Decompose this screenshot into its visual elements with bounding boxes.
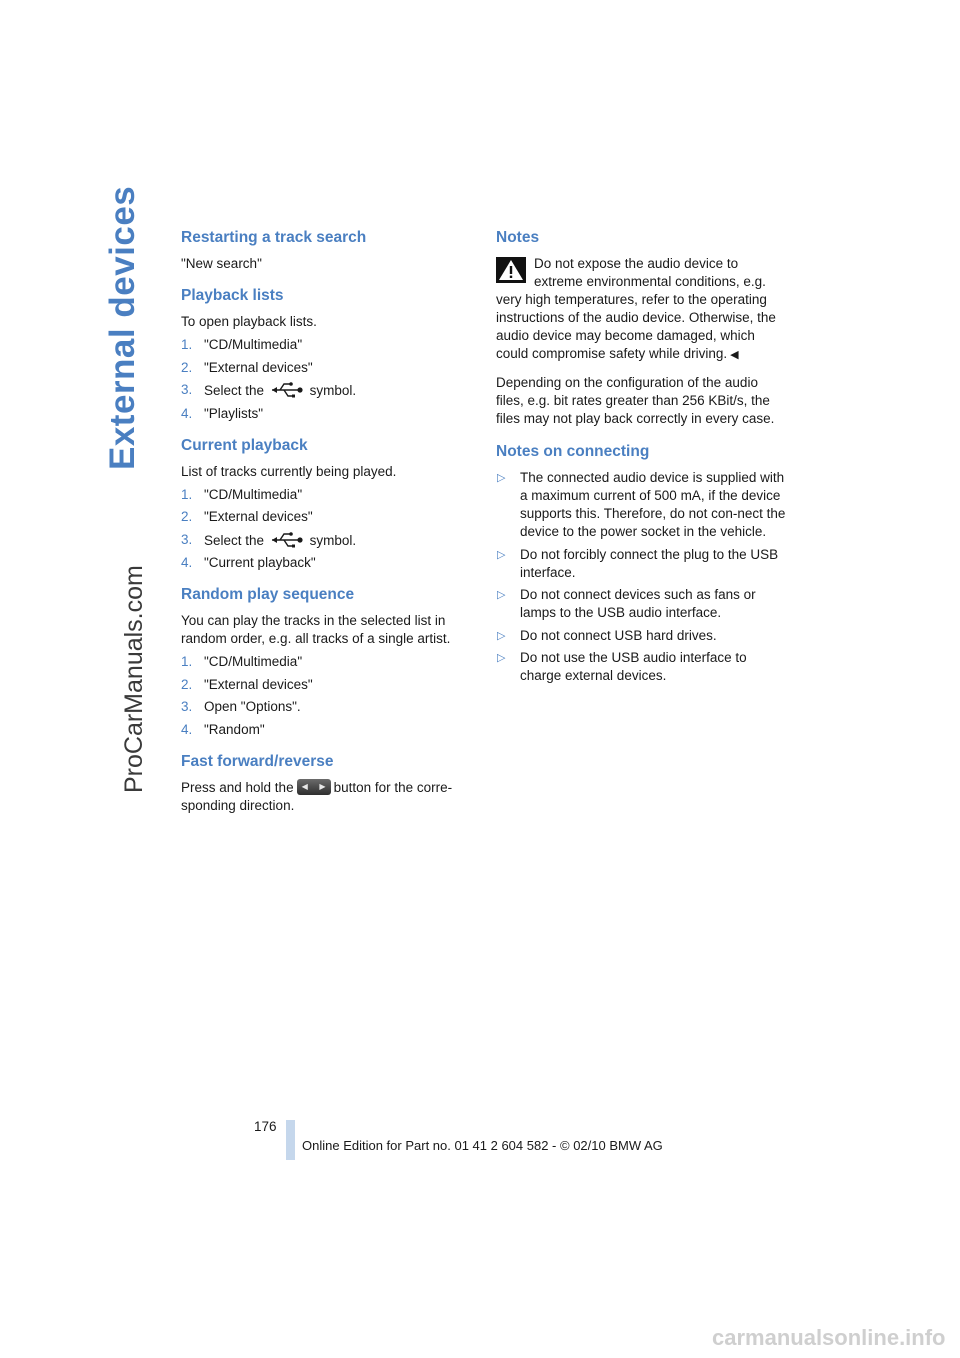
list-item-text: Do not connect devices such as fans or lamps to the USB audio interface.: [520, 587, 756, 620]
section-current-playback: [181, 436, 471, 573]
chapter-title: [103, 185, 153, 470]
bullet-icon: ▷: [497, 472, 506, 484]
warning-block: [496, 255, 786, 364]
section-connecting: [496, 442, 786, 685]
site-watermark: carmanualsonline.info: [712, 1325, 946, 1350]
random-intro: You can play the tracks in the selected list in random order, e.g. all tracks of a single artist.: [181, 613, 451, 646]
edition-text: Online Edition for Part no. 01 41 2 604 582 - © 02/10 BMW AG: [302, 1138, 663, 1153]
step-text: "CD/Multimedia": [204, 337, 303, 352]
page-number: 176: [254, 1119, 277, 1134]
playback-lists-intro: To open playback lists.: [181, 314, 317, 329]
step: [181, 554, 471, 572]
step-text: "CD/Multimedia": [204, 486, 303, 502]
step-text-suffix: symbol.: [309, 383, 357, 398]
step: [181, 486, 471, 504]
notes-text2: Depending on the configuration of the audio files, e.g. bit rates greater than 256 KBit/s, the files may not play back correctly in every case.: [496, 375, 775, 426]
step: [181, 676, 471, 694]
step-number: 1.: [181, 486, 193, 502]
list-item-text: Do not use the USB audio interface to charge external devices.: [520, 650, 747, 683]
step-number: 3.: [181, 699, 193, 714]
step: [181, 405, 471, 423]
warning-text: [496, 255, 786, 364]
step-number: 3.: [181, 382, 193, 397]
seek-button-icon: ◀ ▶: [297, 779, 331, 795]
section-playback-lists: [181, 286, 471, 423]
heading-current-playback: Current playback: [181, 436, 308, 454]
side-watermark-text: ProCarManuals.com: [120, 565, 148, 793]
fast-forward-text-post: button for the corre-sponding direction.: [181, 779, 453, 813]
list-item-text: Do not forcibly connect the plug to the USB interface.: [520, 546, 779, 580]
right-column: [496, 228, 786, 698]
random-steps: [181, 653, 471, 739]
current-playback-intro: List of tracks currently being played.: [181, 463, 397, 479]
list-item: [496, 586, 786, 622]
list-item: [496, 649, 786, 685]
end-mark-icon: ◀: [730, 349, 739, 361]
step-text: Select the: [204, 532, 265, 548]
step: [181, 508, 471, 526]
list-item-text: The connected audio device is supplied with a maximum current of 500 mA, if the device supports this. Therefore, do not con-nect the device to the power socket in the vehicle.: [520, 470, 786, 539]
heading-playback-lists: Playback lists: [181, 287, 284, 304]
step: [181, 359, 471, 377]
step-number: 1.: [181, 337, 193, 352]
heading-fast-forward: Fast forward/reverse: [181, 752, 334, 770]
section-notes: [496, 228, 786, 428]
step-text: "External devices": [204, 509, 313, 524]
step: [181, 381, 471, 400]
footer-bar: [286, 1120, 295, 1160]
step-text: "External devices": [204, 359, 313, 375]
heading-connecting: Notes on connecting: [496, 443, 650, 460]
usb-icon: [270, 531, 304, 549]
heading-random: Random play sequence: [181, 586, 355, 603]
side-watermark: [120, 565, 160, 798]
playback-lists-steps: [181, 336, 471, 423]
warning-text-body: Do not expose the audio device to extreme environmental conditions, e.g. very high temperatures, refer to the operating instructions of the audio device. Otherwise, the audio device may become damaged, which could compromise safety while driving.: [496, 256, 776, 361]
step-text: Select the: [204, 383, 265, 398]
section-random: [181, 585, 471, 739]
left-column: [181, 228, 471, 828]
bullet-icon: ▷: [497, 589, 506, 601]
step-number: 4.: [181, 721, 193, 737]
fast-forward-text-pre: Press and hold the: [181, 779, 294, 795]
fast-forward-text: [181, 779, 471, 815]
bullet-icon: ▷: [497, 652, 506, 664]
step-text: Open "Options".: [204, 699, 301, 714]
section-fast-forward: [181, 752, 471, 815]
step-text: "External devices": [204, 676, 313, 692]
usb-icon: [270, 381, 304, 399]
step-number: 4.: [181, 555, 193, 570]
bullet-icon: ▷: [497, 629, 506, 642]
chapter-title-text: External devices: [103, 185, 142, 470]
step-text: "Playlists": [204, 405, 264, 421]
step-number: 2.: [181, 359, 193, 375]
warning-triangle-icon: [496, 257, 526, 283]
restart-text: "New search": [181, 256, 262, 271]
bullet-icon: ▷: [497, 548, 506, 561]
list-item: [496, 627, 786, 645]
list-item: [496, 546, 786, 582]
step-number: 1.: [181, 654, 193, 669]
connecting-list: [496, 469, 786, 685]
list-item: [496, 469, 786, 541]
heading-notes: Notes: [496, 229, 540, 246]
heading-restart: Restarting a track search: [181, 229, 367, 246]
step-text: "CD/Multimedia": [204, 654, 303, 669]
step: [181, 336, 471, 354]
current-playback-steps: [181, 486, 471, 573]
step-text: "Current playback": [204, 555, 316, 570]
step: [181, 721, 471, 739]
step: [181, 531, 471, 550]
step: [181, 653, 471, 671]
step-number: 2.: [181, 509, 193, 524]
step-number: 2.: [181, 676, 193, 692]
section-restart: [181, 228, 471, 273]
step-text-suffix: symbol.: [309, 532, 357, 548]
list-item-text: Do not connect USB hard drives.: [520, 627, 717, 643]
step-number: 3.: [181, 531, 193, 547]
step-number: 4.: [181, 405, 193, 421]
step-text: "Random": [204, 721, 265, 737]
step: [181, 698, 471, 716]
